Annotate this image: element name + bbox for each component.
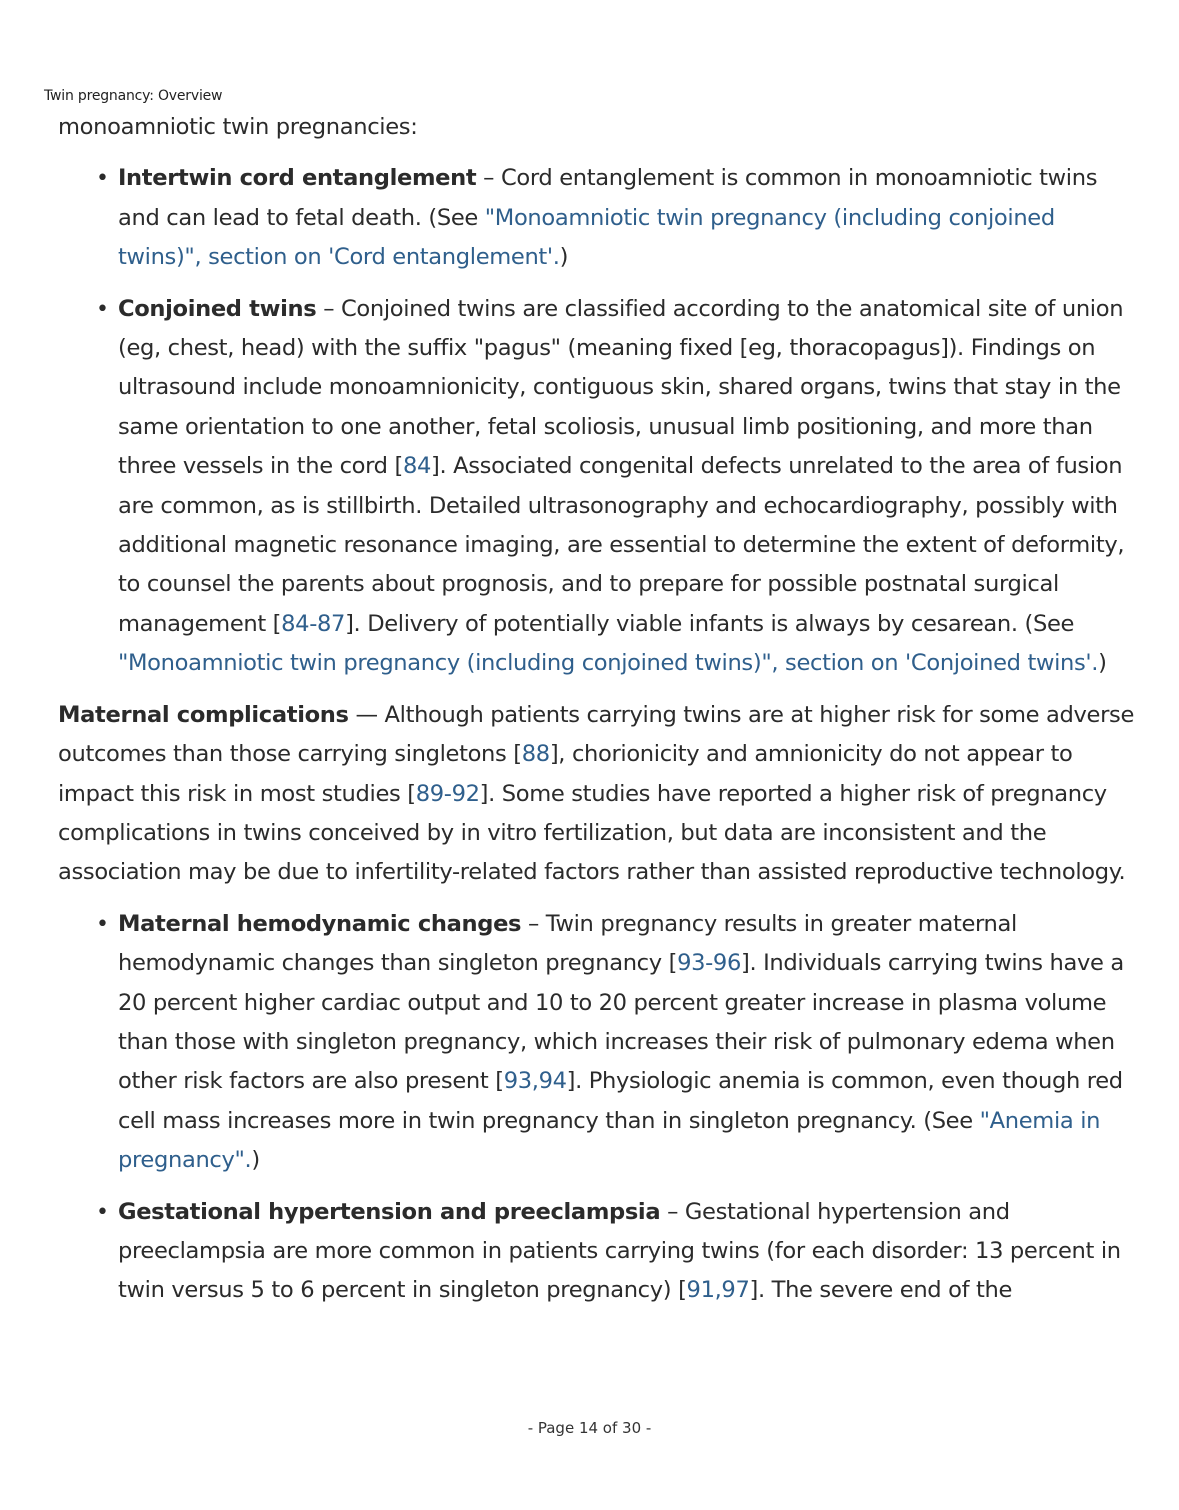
bullet-icon: • [96,911,109,937]
term-hypertension-preeclampsia: Gestational hypertension and preeclampsia [118,1198,661,1225]
reference-link-84[interactable]: 84 [402,453,432,480]
reference-link-84-87[interactable]: 84-87 [281,610,346,637]
body-text: Conjoined twins are classified according to the anatomical site of union (eg, chest, head) with the suffix "pagus" (meaning fixed [eg, thoracopagus]). Findings on ultrasound include monoamnionicity, contiguous skin, shared organs, twins that stay in the same orientation to one another, fetal scoliosis, unusual limb positioning, and more than three vessels in the cord [ [118,295,1124,480]
body-text: ]. Some studies have reported a higher risk of pregnancy complications in twins conceived by in vitro fertilization, but data are inconsistent and the association may be due to infertility-related factors rather than assisted reproductive technology. [58,780,1126,886]
separator: — [348,701,385,728]
separator: – [521,910,546,937]
body-text: ) [559,244,569,271]
link-monoamniotic-cord-entanglement[interactable]: "Monoamniotic twin pregnancy (including conjoined twins)", section on 'Cord entanglement'. [118,204,1055,271]
monoamniotic-complications-list [58,159,1143,683]
body-text: ]. Individuals carrying twins have a 20 percent higher cardiac output and 10 to 20 percent greater increase in plasma volume than those with singleton pregnancy, which increases their risk of pulmonary edema when other risk factors are also present [ [118,950,1124,1095]
reference-link-88[interactable]: 88 [521,741,550,768]
reference-link-93-94[interactable]: 93,94 [503,1068,567,1095]
list-item-cord-entanglement [96,159,1143,277]
section-heading-maternal-complications: Maternal complications [58,701,349,728]
separator: – [476,165,501,192]
reference-link-91-97[interactable]: 91,97 [686,1277,750,1304]
maternal-complications-paragraph [58,696,1143,893]
body-text: Gestational hypertension and preeclampsia are more common in patients carrying twins (for each disorder: 13 percent in twin versus 5 to 6 percent in singleton pregnancy) [ [118,1198,1121,1304]
bullet-icon: • [96,296,109,322]
maternal-complications-list [58,905,1143,1311]
body-text: ]. Physiologic anemia is common, even though red cell mass increases more in twin pregnancy than in singleton pregnancy. (See [118,1068,1123,1134]
list-item-conjoined-twins [96,290,1143,684]
document-body [58,108,1143,1323]
body-text: Although patients carrying twins are at higher risk for some adverse outcomes than those carrying singletons [ [58,701,1135,768]
term-cord-entanglement: Intertwin cord entanglement [118,165,477,192]
body-text: ) [251,1147,260,1174]
reference-link-93-96[interactable]: 93-96 [677,950,741,977]
body-text: ]. The severe end of the [749,1277,1013,1304]
body-text: ], chorionicity and amnionicity do not appear to impact this risk in most studies [ [58,741,1073,807]
body-text: Cord entanglement is common in monoamniotic twins and can lead to fetal death. (See [118,165,1098,231]
list-item-hypertension-preeclampsia [96,1193,1143,1311]
bullet-icon: • [96,166,109,192]
term-hemodynamic-changes: Maternal hemodynamic changes [118,910,522,937]
term-conjoined-twins: Conjoined twins [118,295,317,322]
page-number-footer: - Page 14 of 30 - [527,1419,652,1437]
separator: – [660,1198,685,1225]
reference-link-89-92[interactable]: 89-92 [415,780,480,807]
body-text: ]. Delivery of potentially viable infants is always by cesarean. (See [345,610,1075,637]
separator: – [316,295,341,322]
list-item-hemodynamic-changes [96,905,1143,1181]
bullet-icon: • [96,1199,109,1225]
body-text: ) [1098,650,1107,677]
link-monoamniotic-conjoined-twins[interactable]: "Monoamniotic twin pregnancy (including conjoined twins)", section on 'Conjoined twins'. [118,650,1099,677]
body-text: ]. Associated congenital defects unrelated to the area of fusion are common, as is stillbirth. Detailed ultrasonography and echocardiography, possibly with additional magnetic resonance imaging, are essential to determine the extent of deformity, to counsel the parents about prognosis, and to prepare for possible postnatal surgical management [ [118,453,1125,637]
intro-fragment: monoamniotic twin pregnancies: [58,114,418,140]
link-anemia-in-pregnancy[interactable]: "Anemia in pregnancy". [118,1107,1101,1174]
body-text: Twin pregnancy results in greater maternal hemodynamic changes than singleton pregnancy [ [118,910,1017,977]
running-header-title: Twin pregnancy: Overview [44,88,223,104]
